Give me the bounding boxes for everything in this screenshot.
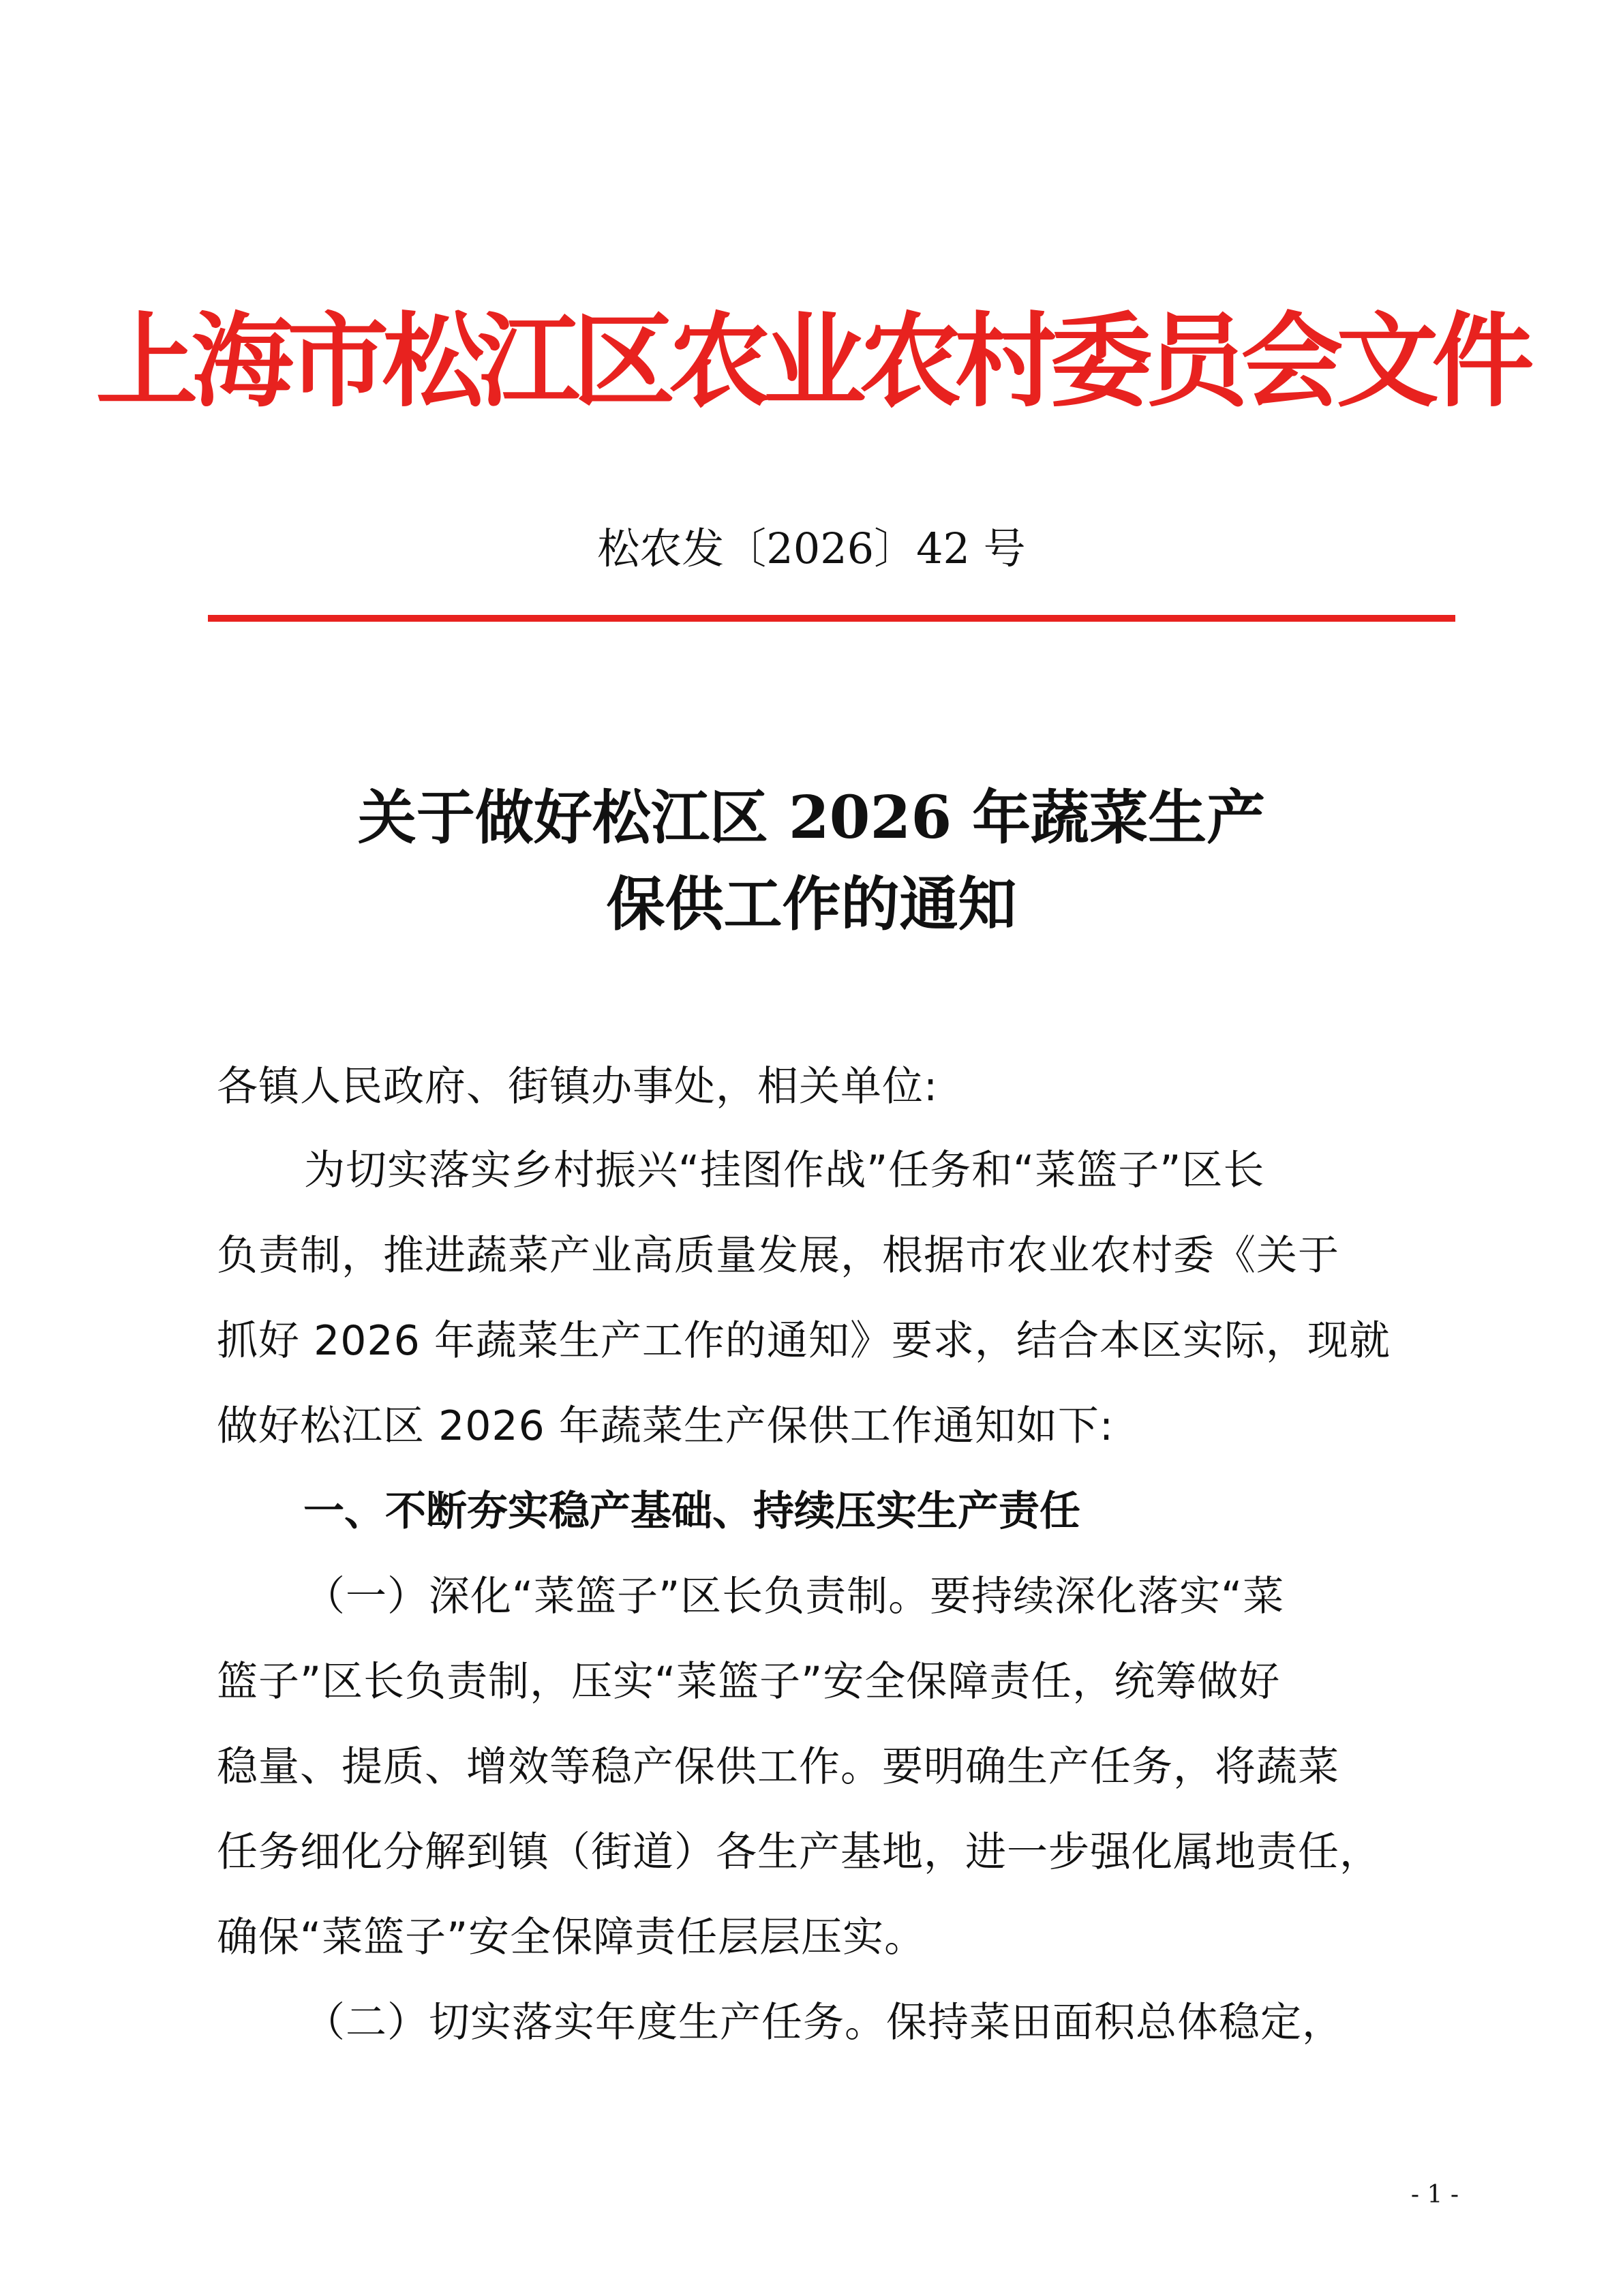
paragraph-line: 任务细化分解到镇（街道）各生产基地，进一步强化属地责任， [217,1828,1381,1876]
issuing-authority-masthead: 上海市松江区农业农村委员会文件 [95,301,1528,421]
page-number: - 1 - [1410,2181,1459,2209]
paragraph-line: 稳量、提质、增效等稳产保供工作。要明确生产任务，将蔬菜 [217,1743,1339,1791]
document-title-line-1: 关于做好松江区 2026 年蔬菜生产 [357,783,1266,852]
red-separator-rule [208,615,1455,622]
paragraph-line: 确保“菜篮子”安全保障责任层层压实。 [217,1914,926,1961]
addressee-line: 各镇人民政府、街镇办事处，相关单位: [217,1063,939,1111]
document-title-line-2: 保供工作的通知 [606,870,1017,939]
section-heading-1: 一、不断夯实稳产基础、持续压实生产责任 [303,1487,1080,1535]
paragraph-1 [217,1554,1423,1980]
intro-paragraph [217,1128,1423,1469]
intro-line: 为切实落实乡村振兴“挂图作战”任务和“菜篮子”区长 [304,1147,1265,1194]
intro-line: 抓好 2026 年蔬菜生产工作的通知》要求，结合本区实际，现就 [217,1317,1391,1365]
paragraph-line: （一）深化“菜篮子”区长负责制。要持续深化落实“菜 [304,1573,1285,1620]
paragraph-line: 篮子”区长负责制，压实“菜篮子”安全保障责任，统筹做好 [217,1658,1281,1706]
paragraph-line: （二）切实落实年度生产任务。保持菜田面积总体稳定， [304,1999,1344,2046]
intro-line: 负责制，推进蔬菜产业高质量发展，根据市农业农村委《关于 [217,1232,1339,1280]
intro-line: 做好松江区 2026 年蔬菜生产保供工作通知如下: [217,1402,1114,1450]
document-number: 松农发〔2026〕42 号 [597,524,1026,573]
paragraph-2 [217,1980,1423,2066]
